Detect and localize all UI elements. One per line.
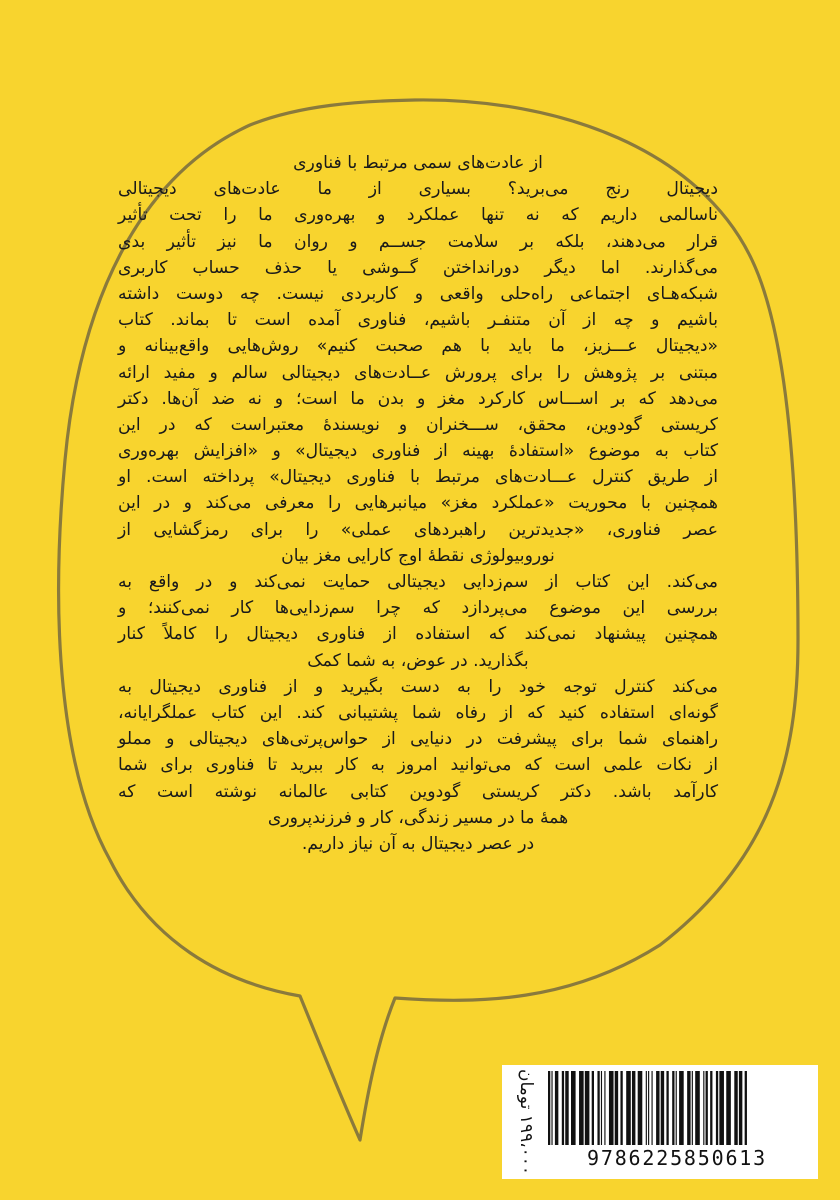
blurb-line: کارآمد باشد. دکتر کریستی گودوین کتابی عالمانه نوشته است که [118, 781, 718, 802]
barcode-bar [571, 1071, 576, 1145]
blurb-line: ناسالمی داریم که نه تنها عملکرد و بهره‌وری ما را تحت تأثیر [118, 205, 718, 226]
blurb-line: قرار می‌دهند، بلکه بر سلامت جســم و روان ما نیز تأثیر بدی [118, 231, 718, 252]
price-text: ۱۹۹،۰۰۰ تومان [516, 1069, 536, 1175]
barcode-bar [734, 1071, 737, 1145]
barcode-bar [687, 1071, 690, 1145]
barcode-bar [666, 1071, 668, 1145]
barcode-bar [679, 1071, 684, 1145]
blurb-line: همچنین با محوریت «عملکرد مغز» میانبرهایی را معرفی می‌کند و در این [118, 493, 718, 514]
barcode-bar [562, 1071, 564, 1145]
barcode-bar [592, 1071, 594, 1145]
barcode-bar [676, 1071, 677, 1145]
barcode-bar [585, 1071, 590, 1145]
blurb-line: می‌دهد که بر اســـاس کارکرد مغز و بدن ما است؛ و نه ضد آن‌ها. دکتر [118, 388, 718, 409]
barcode-bars [546, 1071, 808, 1145]
barcode-bar [565, 1071, 568, 1145]
barcode-bar [672, 1071, 674, 1145]
blurb-line: از عادت‌های سمی مرتبط با فناوری [293, 153, 543, 173]
blurb-line: می‌گذارند. اما دیگر دورانداختن گــوشی یا حذف حساب کاربری [118, 257, 718, 278]
barcode-bar [719, 1071, 724, 1145]
blurb-line: از طریق کنترل عـــادت‌های مرتبط با فناوری دیجیتال» پرداخته است. او [118, 467, 718, 488]
barcode-label [502, 1065, 818, 1179]
blurb-line: دیجیتال رنج می‌برید؟ بسیاری از ما عادت‌های دیجیتالی [118, 179, 718, 200]
barcode-bar [601, 1071, 602, 1145]
blurb-line: بگذارید. در عوض، به شما کمک [307, 650, 529, 671]
blurb-line: نوروبیولوژی نقطهٔ اوج کارایی مغز بیان [281, 545, 555, 566]
barcode-bar [703, 1071, 704, 1145]
blurb-line: کریستی گودوین، محقق، ســـخنران و نویسندهٔ معتبراست که در این [118, 414, 718, 435]
barcode-bar [745, 1071, 747, 1145]
barcode-bar [706, 1071, 708, 1145]
barcode-bar [656, 1071, 659, 1145]
barcode-bar [695, 1071, 700, 1145]
barcode-bar [620, 1071, 622, 1145]
barcode-bar [661, 1071, 664, 1145]
barcode-bar [646, 1071, 647, 1145]
barcode-bar [579, 1071, 584, 1145]
blurb-line: شبکه‌هـای اجتماعی راه‌حلی واقعی و کاربردی نیست. چه دوست داشته [118, 283, 718, 304]
barcode-bar [726, 1071, 731, 1145]
barcode-bar [739, 1071, 742, 1145]
blurb-line: می‌کند کنترل توجه خود را به دست بگیرید و از فناوری دیجیتال به [118, 676, 718, 697]
barcode-bar [638, 1071, 643, 1145]
blurb-line: همهٔ ما در مسیر زندگی، کار و فرزندپروری [267, 807, 569, 828]
blurb-line: «دیجیتال عـــزیز، ما باید با هم صحبت کنیم» روش‌هایی واقع‌بینانه و [118, 336, 718, 357]
blurb-line: بررسی این موضوع می‌پردازد که چرا سم‌زدایی‌ها کار نمی‌کنند؛ و [118, 598, 718, 619]
barcode-bar [692, 1071, 693, 1145]
blurb-line: همچنین پیشنهاد نمی‌کند که استفاده از فناوری دیجیتال را کاملاً کنار [118, 624, 718, 645]
barcode-bar [597, 1071, 599, 1145]
barcode-bar [609, 1071, 614, 1145]
barcode-bar [615, 1071, 618, 1145]
blurb-line: عصر فناوری، «جدیدترین راهبردهای عملی» را برای رمزگشایی از [118, 519, 718, 540]
blurb-line: از نکات علمی است که می‌توانید امروز به کار ببرید تا فناوری برای شما [118, 755, 718, 776]
barcode-bar [716, 1071, 718, 1145]
barcode-bar [551, 1071, 552, 1145]
isbn-number: 9786225850613 [587, 1146, 767, 1170]
price-label [508, 1069, 544, 1175]
blurb-line: مبتنی بر پژوهش را برای پرورش عــادت‌های دیجیتالی سالم و مفید ارائه [118, 362, 718, 383]
barcode-bar [626, 1071, 631, 1145]
barcode-bar [548, 1071, 550, 1145]
back-cover-blurb [118, 150, 718, 857]
blurb-line: می‌کند. این کتاب از سم‌زدایی دیجیتالی حمایت نمی‌کند و در واقع به [118, 572, 718, 592]
blurb-line: گونه‌ای استفاده کنید که از رفاه شما پشتیبانی کند. این کتاب عملگرایانه، [118, 702, 718, 723]
barcode-bar [648, 1071, 649, 1145]
barcode-bar [652, 1071, 653, 1145]
barcode-bar [710, 1071, 712, 1145]
blurb-line: در عصر دیجیتال به آن نیاز داریم. [301, 833, 535, 854]
blurb-line: باشیم و چه از آن متنفـر باشیم، فناوری آمده است تا بماند. کتاب [118, 310, 718, 331]
barcode-bar [555, 1071, 558, 1145]
blurb-line: راهنمای شما برای پیشرفت در دنیایی از حواس‌پرتی‌های دیجیتالی و مملو [118, 729, 718, 750]
barcode-bar [632, 1071, 635, 1145]
blurb-line: کتاب به موضوع «استفادهٔ بهینه از فناوری دیجیتال» و «افزایش بهره‌وری [118, 441, 718, 462]
barcode-bar [604, 1071, 605, 1145]
